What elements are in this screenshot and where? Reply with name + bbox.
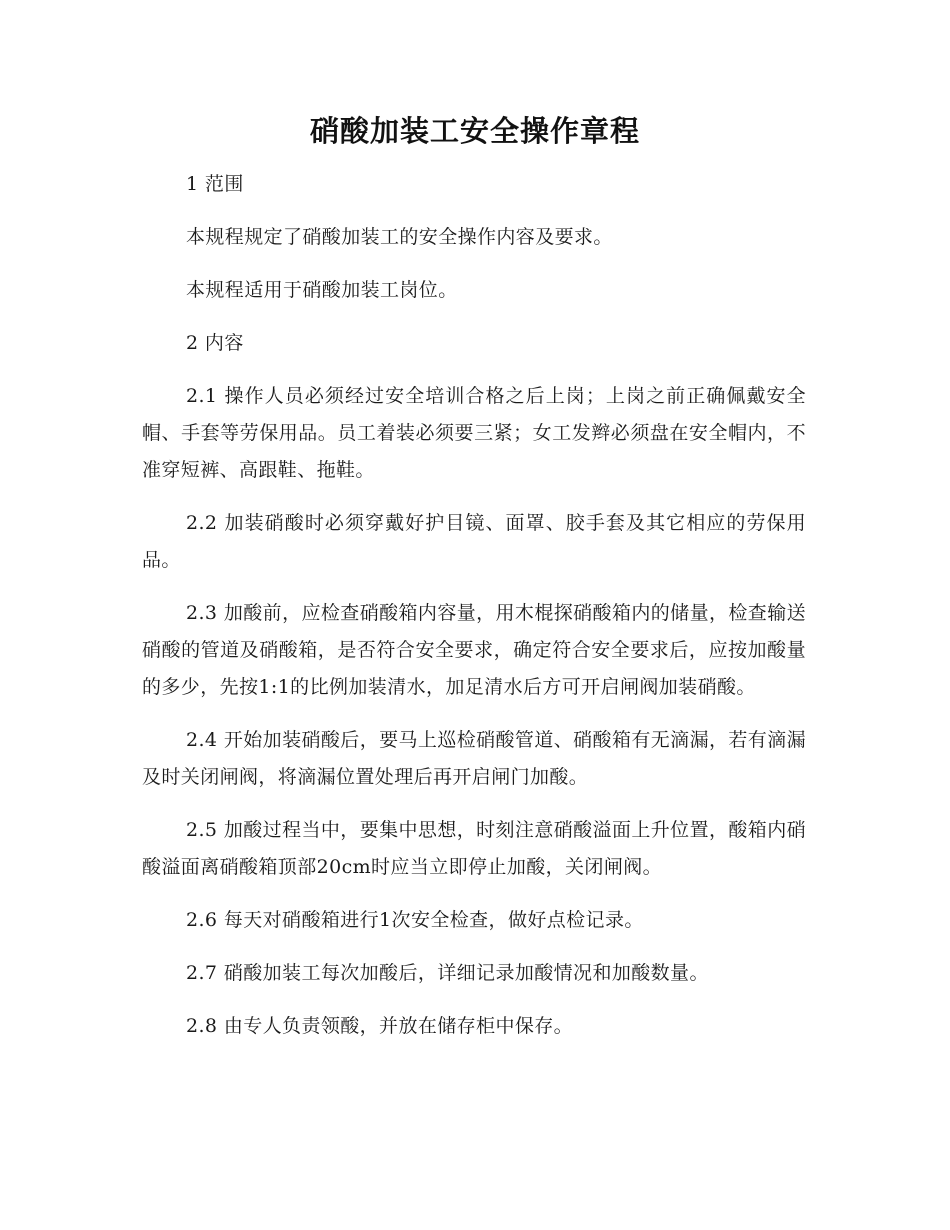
clause-2-4: 2.4 开始加装硝酸后，要马上巡检硝酸管道、硝酸箱有无滴漏，若有滴漏及时关闭闸阀，将滴漏位置处理后再开启闸门加酸。 — [142, 729, 806, 788]
clause-2-5: 2.5 加酸过程当中，要集中思想，时刻注意硝酸溢面上升位置，酸箱内硝酸溢面离硝酸箱顶部20cm时应当立即停止加酸，关闭闸阀。 — [142, 819, 806, 878]
clause-2-6: 2.6 每天对硝酸箱进行1次安全检查，做好点检记录。 — [186, 909, 644, 931]
clause-2-7: 2.7 硝酸加装工每次加酸后，详细记录加酸情况和加酸数量。 — [186, 962, 709, 984]
section-heading-content: 2 内容 — [186, 332, 244, 354]
clause-2-8: 2.8 由专人负责领酸，并放在储存柜中保存。 — [186, 1015, 574, 1037]
paragraph: 本规程规定了硝酸加装工的安全操作内容及要求。 — [186, 226, 613, 248]
clause-2-3: 2.3 加酸前，应检查硝酸箱内容量，用木棍探硝酸箱内的储量，检查输送硝酸的管道及硝酸箱，是否符合安全要求，确定符合安全要求后，应按加酸量的多少，先按1:1的比例加装清水，加足清水后方可开启闸阀加装硝酸。 — [142, 602, 806, 698]
document-body — [142, 166, 806, 1061]
clause-2-1: 2.1 操作人员必须经过安全培训合格之后上岗；上岗之前正确佩戴安全帽、手套等劳保用品。员工着装必须要三紧；女工发辫必须盘在安全帽内，不准穿短裤、高跟鞋、拖鞋。 — [142, 385, 806, 481]
paragraph: 本规程适用于硝酸加装工岗位。 — [186, 279, 458, 301]
section-heading-scope: 1 范围 — [186, 173, 244, 195]
document-title: 硝酸加装工安全操作章程 — [309, 114, 640, 148]
clause-2-2: 2.2 加装硝酸时必须穿戴好护目镜、面罩、胶手套及其它相应的劳保用品。 — [142, 512, 806, 571]
